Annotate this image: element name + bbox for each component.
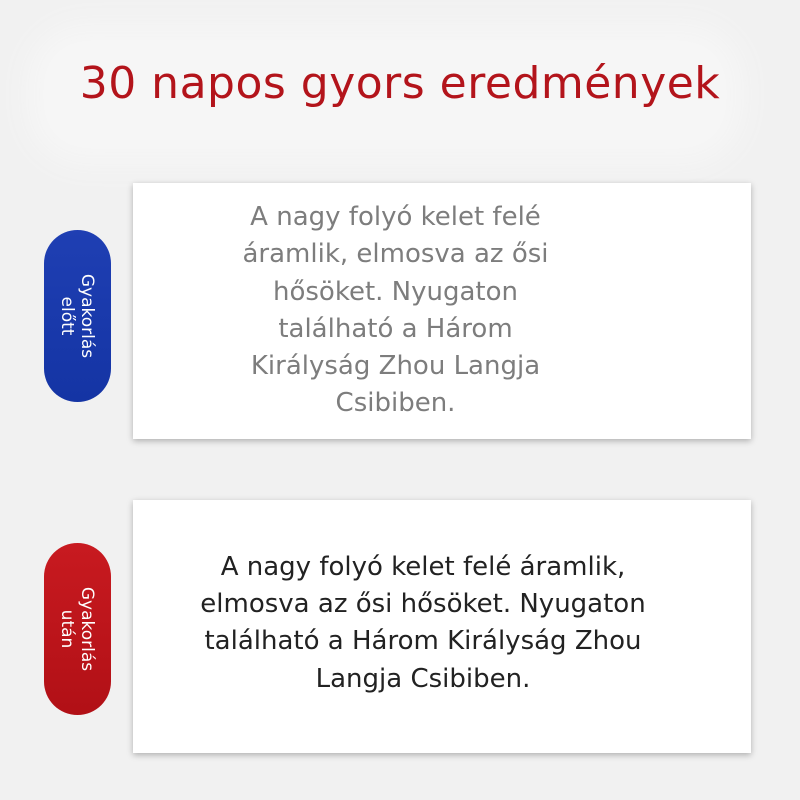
- label-line: Gyakorlás: [77, 273, 98, 359]
- text-line: Langja Csibiben.: [315, 663, 531, 694]
- text-line: A nagy folyó kelet felé áramlik,: [220, 552, 626, 582]
- before-sample-text: [203, 199, 588, 423]
- label-line: előtt: [57, 296, 78, 336]
- label-line: Gyakorlás: [77, 586, 98, 672]
- page-title: 30 napos gyors eredmények: [79, 58, 721, 109]
- text-line: áramlik, elmosva az ősi: [242, 239, 549, 270]
- text-line: található a Három: [278, 313, 513, 344]
- text-line: A nagy folyó kelet felé: [250, 202, 541, 232]
- before-label-pill: [44, 230, 111, 402]
- before-label: [58, 274, 98, 358]
- before-sample-card: [133, 183, 751, 439]
- text-line: található a Három Királyság Zhou: [204, 626, 642, 657]
- text-line: hősöket. Nyugaton: [272, 276, 519, 307]
- after-label-pill: [44, 543, 111, 715]
- text-line: Királyság Zhou Langja: [250, 351, 541, 382]
- after-label: [58, 587, 98, 671]
- label-line: után: [57, 609, 78, 649]
- after-sample-card: [133, 500, 751, 753]
- text-line: elmosva az ősi hősöket. Nyugaton: [200, 589, 646, 620]
- after-sample-text: [153, 549, 693, 698]
- text-line: Csibiben.: [335, 388, 456, 419]
